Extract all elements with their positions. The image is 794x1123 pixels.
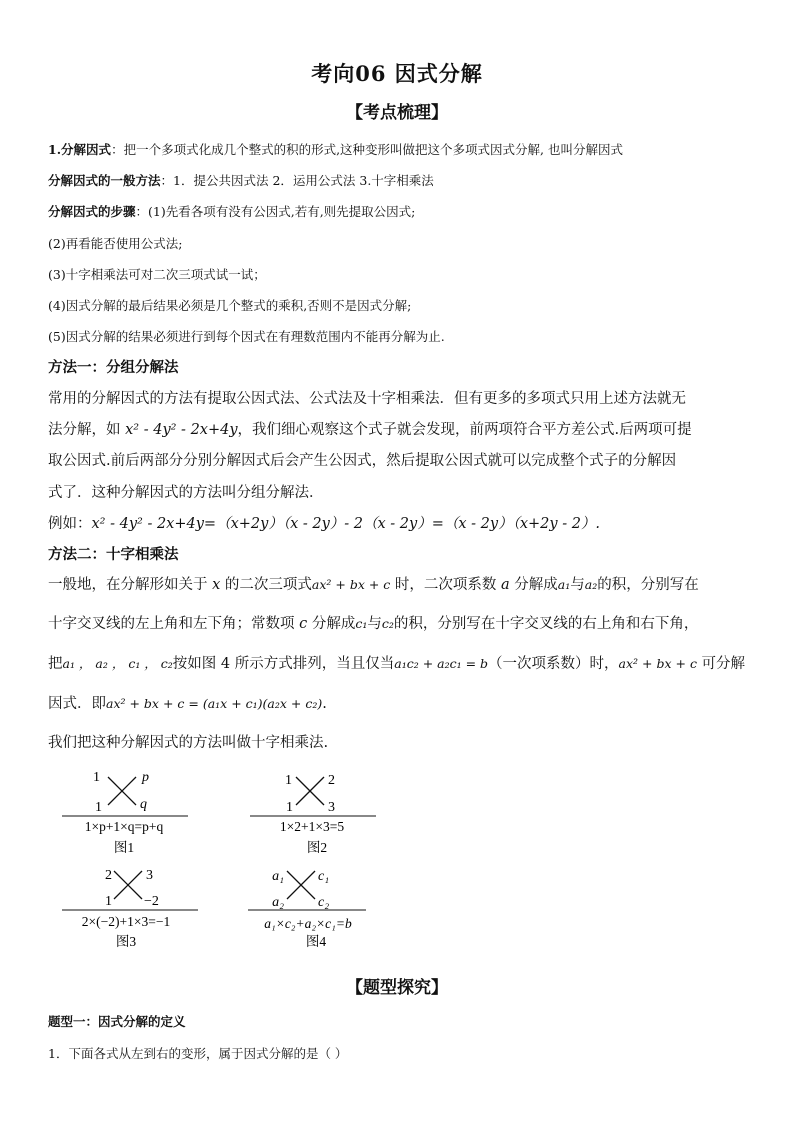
definition-text: ：把一个多项式化成几个整式的积的形式,这种变形叫做把这个多项式因式分解, 也叫分解因式 (111, 142, 623, 157)
figure-3-bottom-right: −2 (144, 894, 159, 909)
steps-label: 分解因式的步骤 (48, 204, 136, 219)
method2-text: 与 (367, 616, 382, 632)
question-type-heading: 题型一：因式分解的定义 (48, 1014, 186, 1029)
method2-var: x (212, 577, 221, 593)
method1-text: ，我们细心观察这个式子就会发现，前两项符合平方差公式.后两项可提 (237, 422, 692, 438)
step-item: (2)再看能否使用公式法; (48, 236, 183, 251)
method2-text: 一般地，在分解形如关于 (48, 577, 213, 593)
method1-text: 法分解，如 (48, 422, 126, 438)
figure-2-result: 1×2+1×3=5 (279, 819, 345, 834)
figure-1-bottom-left: 1 (95, 800, 102, 815)
method2-text: 分解成 (509, 577, 558, 593)
method2-line: 我们把这种分解因式的方法叫做十字相乘法. (48, 735, 329, 751)
section-heading-practice: 【题型探究】 (346, 978, 448, 998)
method2-text: 可分解 (696, 656, 746, 672)
method2-var: c (299, 616, 308, 632)
method2-text: 的积，分别写在十字交叉线的右上角和右下角， (393, 616, 699, 632)
general-methods-label: 分解因式的一般方法 (48, 173, 161, 188)
figure-4-bottom-right: c₂ (318, 895, 330, 910)
method2-text: 的积，分别写在 (597, 577, 699, 593)
step-item: (3)十字相乘法可对二次三项式试一试； (48, 267, 266, 282)
method2-var: a (501, 577, 510, 593)
example-expression: x² - 4y² - 2x+4y=（x+2y）（x - 2y）- 2（x - 2y）=（x - 2y）（x+2y - 2）. (91, 516, 601, 532)
method2-heading: 方法二：十字相乘法 (48, 546, 179, 563)
step-item: (5)因式分解的结果必须进行到每个因式在有理数范围内不能再分解为止. (48, 329, 445, 344)
method2-text: 把 (48, 656, 63, 672)
method1-heading: 方法一：分组分解法 (48, 359, 179, 376)
figure-3-top-right: 3 (146, 868, 153, 883)
definition-label: 1.分解因式 (48, 142, 112, 157)
figure-4-top-right: c₁ (318, 869, 330, 884)
method2-text: 的二次三项式 (220, 577, 312, 593)
method2-condition: a₁c₂ + a₂c₁ = b (394, 656, 489, 671)
method2-text: 因式．即 (48, 696, 106, 712)
figure-4-bottom-left: a₂ (272, 895, 284, 910)
method2-text: 十字交叉线的左上角和左下角；常数项 (48, 616, 300, 632)
method2-text: 分解成 (307, 616, 356, 632)
method1-line: 式了．这种分解因式的方法叫分组分解法． (48, 485, 324, 501)
question-1: 1．下面各式从左到右的变形，属于因式分解的是（ ） (48, 1046, 348, 1061)
figure-2-top-left: 1 (285, 773, 292, 788)
step-item: (4)因式分解的最后结果必须是几个整式的乘积,否则不是因式分解; (48, 298, 412, 313)
figure-4-top-left: a₁ (272, 869, 284, 884)
figure-2-top-right: 2 (328, 773, 335, 788)
method2-text: 时，二次项系数 (390, 577, 502, 593)
figure-3-top-left: 2 (105, 868, 112, 883)
figure-3 (62, 868, 198, 949)
figure-2 (250, 773, 376, 855)
figure-1-top-left: 1 (93, 770, 100, 785)
method2-var: a₂ (584, 577, 598, 592)
example-label: 例如： (48, 516, 92, 532)
figure-3-bottom-left: 1 (105, 894, 112, 909)
section-heading-review: 【考点梳理】 (346, 103, 448, 123)
figure-2-bottom-right: 3 (328, 800, 335, 815)
figure-1 (62, 770, 188, 855)
figure-4-caption: 图4 (305, 934, 327, 949)
method2-vars: a₁ ， a₂ ， c₁ ， c₂ (62, 656, 173, 671)
figure-4 (248, 869, 366, 949)
figure-1-bottom-right: q (140, 797, 147, 812)
method2-formula: ax² + bx + c = (a₁x + c₁)(a₂x + c₂) (106, 696, 323, 711)
figure-1-top-right: p (142, 770, 149, 785)
method1-expression: x² - 4y² - 2x+4y (125, 422, 238, 438)
general-methods-text: ：1．提公共因式法 2．运用公式法 3.十字相乘法 (160, 173, 434, 188)
figure-3-caption: 图3 (115, 934, 137, 949)
figure-1-result: 1×p+1×q=p+q (84, 819, 164, 834)
method2-expression: ax² + bx + c (311, 577, 391, 592)
figure-2-caption: 图2 (306, 840, 328, 855)
method2-var: c₁ (355, 616, 368, 631)
page-title: 考向06 因式分解 (311, 61, 483, 86)
method1-line: 常用的分解因式的方法有提取公因式法、公式法及十字相乘法．但有更多的多项式只用上述方法就无 (48, 391, 686, 407)
figure-4-result: a₁×c₂+a₂×c₁=b (264, 916, 352, 931)
method1-line: 取公因式.前后两部分分别分解因式后会产生公因式，然后提取公因式就可以完成整个式子的分解因 (48, 453, 677, 469)
figure-3-result: 2×(−2)+1×3=−1 (81, 914, 171, 929)
method2-text: （一次项系数）时， (488, 656, 619, 672)
method2-expression: ax² + bx + c (618, 656, 697, 671)
method2-var: c₂ (381, 616, 394, 631)
method2-text: 与 (570, 577, 585, 593)
method2-text: 按如图 4 所示方式排列，当且仅当 (172, 656, 395, 672)
method2-var: a₁ (557, 577, 571, 592)
steps-text: ：(1)先看各项有没有公因式,若有,则先提取公因式; (135, 204, 416, 219)
figure-1-caption: 图1 (113, 840, 135, 855)
method2-text: . (322, 696, 327, 712)
figure-2-bottom-left: 1 (286, 800, 293, 815)
